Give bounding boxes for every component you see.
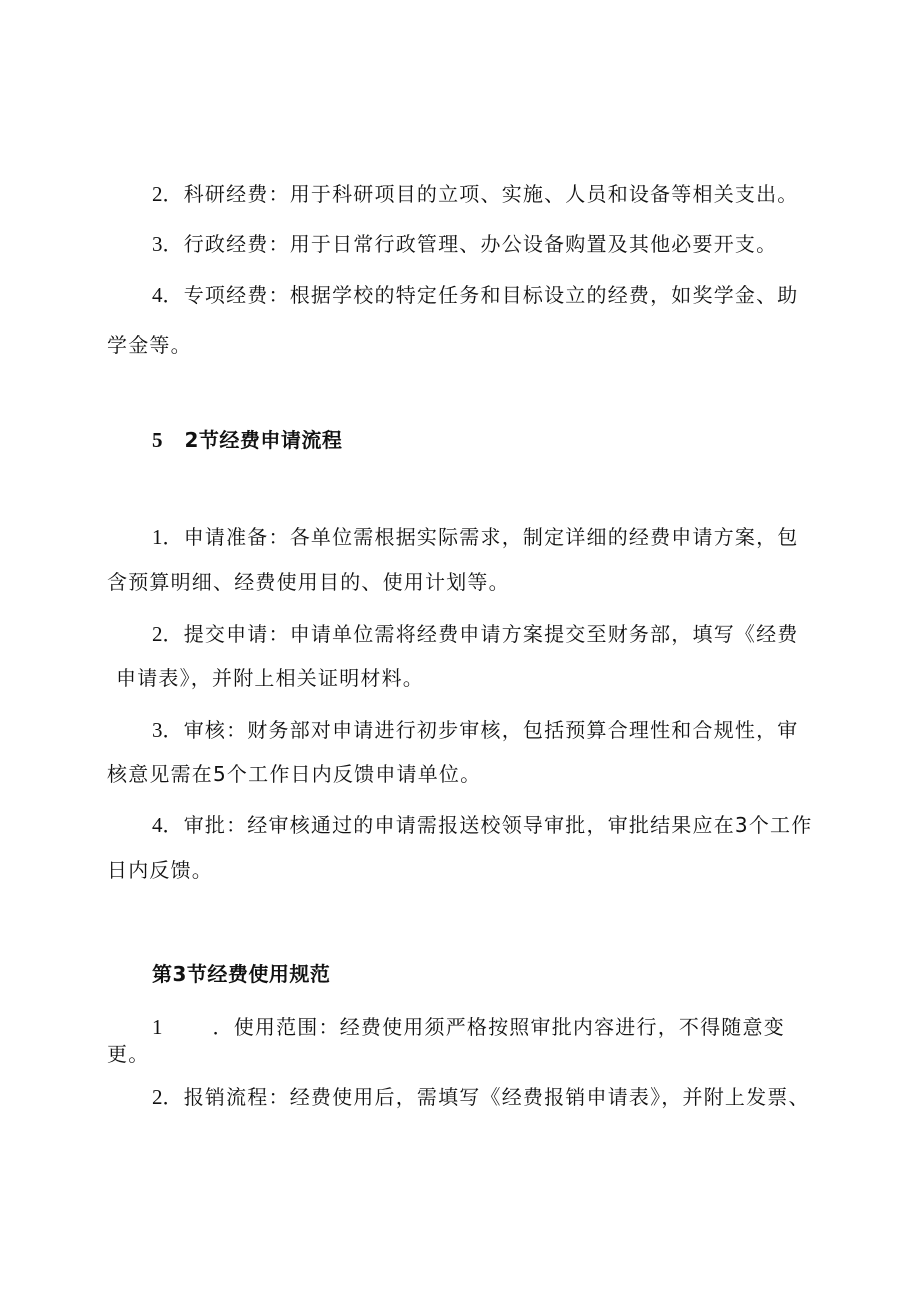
item-number: 2 (152, 622, 163, 646)
item-text: ．审核：财务部对申请进行初步审核，包括预算合理性和合规性，审 (162, 718, 799, 742)
list-item (152, 523, 799, 551)
list-item-continuation: 日内反馈。 (107, 858, 213, 882)
item-text: ．审批：经审核通过的申请需报送校领导审批，审批结果应在3个工作 (162, 813, 813, 837)
list-item (152, 620, 799, 648)
list-item (152, 281, 799, 309)
list-item (152, 230, 777, 258)
item-number: 2 (152, 1085, 163, 1109)
list-item (152, 811, 812, 839)
item-text: ．报销流程：经费使用后，需填写《经费报销申请表》，并附上发票、 (162, 1085, 810, 1109)
item-number: 1 (152, 525, 163, 549)
item-number: 1 (152, 1015, 163, 1039)
list-item (152, 180, 799, 208)
list-item-continuation: 学金等。 (107, 333, 192, 357)
list-item (152, 1083, 810, 1111)
heading-title: 2节经费申请流程 (184, 428, 343, 452)
item-text: ．提交申请：申请单位需将经费申请方案提交至财务部，填写《经费 (162, 622, 799, 646)
list-item (152, 1013, 785, 1041)
item-text: ．专项经费：根据学校的特定任务和目标设立的经费，如奖学金、助 (162, 283, 799, 307)
item-number: 4 (152, 813, 163, 837)
item-number: 3 (152, 718, 163, 742)
item-text: ．科研经费：用于科研项目的立项、实施、人员和设备等相关支出。 (162, 182, 799, 206)
item-text: ．使用范围：经费使用须严格按照审批内容进行，不得随意变 (212, 1015, 785, 1039)
item-text: ．行政经费：用于日常行政管理、办公设备购置及其他必要开支。 (162, 232, 778, 256)
item-text: ．申请准备：各单位需根据实际需求，制定详细的经费申请方案，包 (162, 525, 799, 549)
list-item-continuation: 更。 (107, 1042, 150, 1066)
item-number: 4 (152, 283, 163, 307)
list-item-continuation: 含预算明细、经费使用目的、使用计划等。 (107, 570, 510, 594)
list-item-continuation: 核意见需在5个工作日内反馈申请单位。 (107, 762, 482, 786)
section-heading (152, 426, 342, 454)
list-item-continuation: 申请表》，并附上相关证明材料。 (116, 666, 424, 690)
list-item (152, 716, 799, 744)
item-number: 3 (152, 232, 163, 256)
section-heading: 第3节经费使用规范 (152, 962, 331, 986)
item-number: 2 (152, 182, 163, 206)
heading-number: 5 (152, 428, 163, 452)
